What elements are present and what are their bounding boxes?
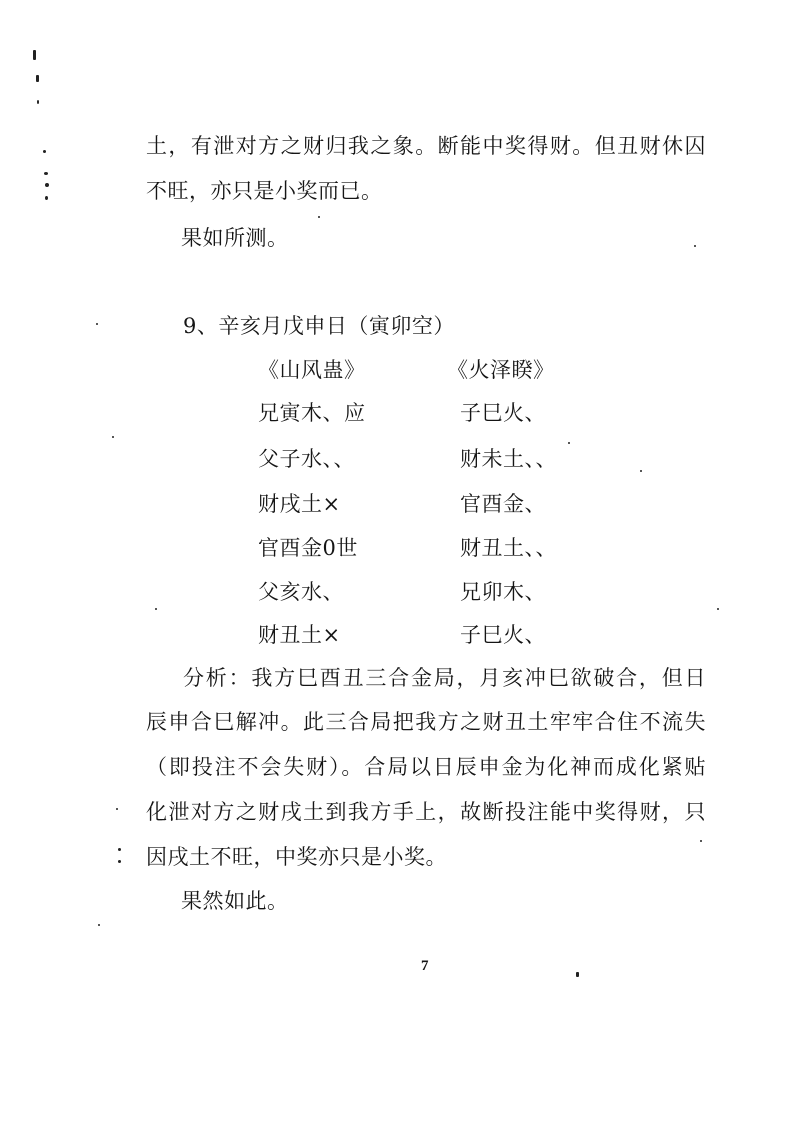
right-hexagram-name: 《火泽睽》 bbox=[447, 358, 555, 382]
left-hexagram-line: 父子水、、 bbox=[258, 447, 355, 471]
analysis-line-3: （即投注不会失财）。合局以日辰申金为化神而成化紧贴 bbox=[146, 755, 706, 779]
page-number: 7 bbox=[421, 958, 429, 974]
analysis-line-1: 分析：我方巳酉丑三合金局，月亥冲巳欲破合，但日 bbox=[183, 666, 706, 690]
analysis-result: 果然如此。 bbox=[181, 889, 289, 913]
intro-line-2: 不旺，亦只是小奖而已。 bbox=[146, 179, 383, 203]
left-hexagram-line: 财戌土× bbox=[258, 492, 341, 516]
case-title: 9、辛亥月戊申日（寅卯空） bbox=[183, 314, 455, 338]
left-hexagram-line: 官酉金0世 bbox=[258, 536, 358, 560]
intro-result: 果如所测。 bbox=[181, 226, 289, 250]
analysis-line-4: 化泄对方之财戌土到我方手上，故断投注能中奖得财，只 bbox=[146, 800, 706, 824]
left-hexagram-line: 财丑土× bbox=[258, 623, 341, 647]
right-hexagram-line: 兄卯木、 bbox=[460, 580, 546, 604]
intro-line-1: 土，有泄对方之财归我之象。断能中奖得财。但丑财休囚 bbox=[146, 134, 706, 158]
analysis-line-2: 辰申合巳解冲。此三合局把我方之财丑土牢牢合住不流失 bbox=[146, 710, 706, 734]
right-hexagram-line: 子巳火、 bbox=[460, 401, 546, 425]
left-hexagram-line: 兄寅木、应 bbox=[258, 401, 366, 425]
left-hexagram-line: 父亥水、 bbox=[258, 580, 344, 604]
analysis-line-5: 因戌土不旺，中奖亦只是小奖。 bbox=[146, 845, 447, 869]
right-hexagram-line: 财未土、、 bbox=[460, 447, 557, 471]
right-hexagram-line: 官酉金、 bbox=[460, 492, 546, 516]
right-hexagram-line: 财丑土、、 bbox=[460, 536, 557, 560]
left-hexagram-name: 《山风蛊》 bbox=[258, 358, 366, 382]
right-hexagram-line: 子巳火、 bbox=[460, 623, 546, 647]
